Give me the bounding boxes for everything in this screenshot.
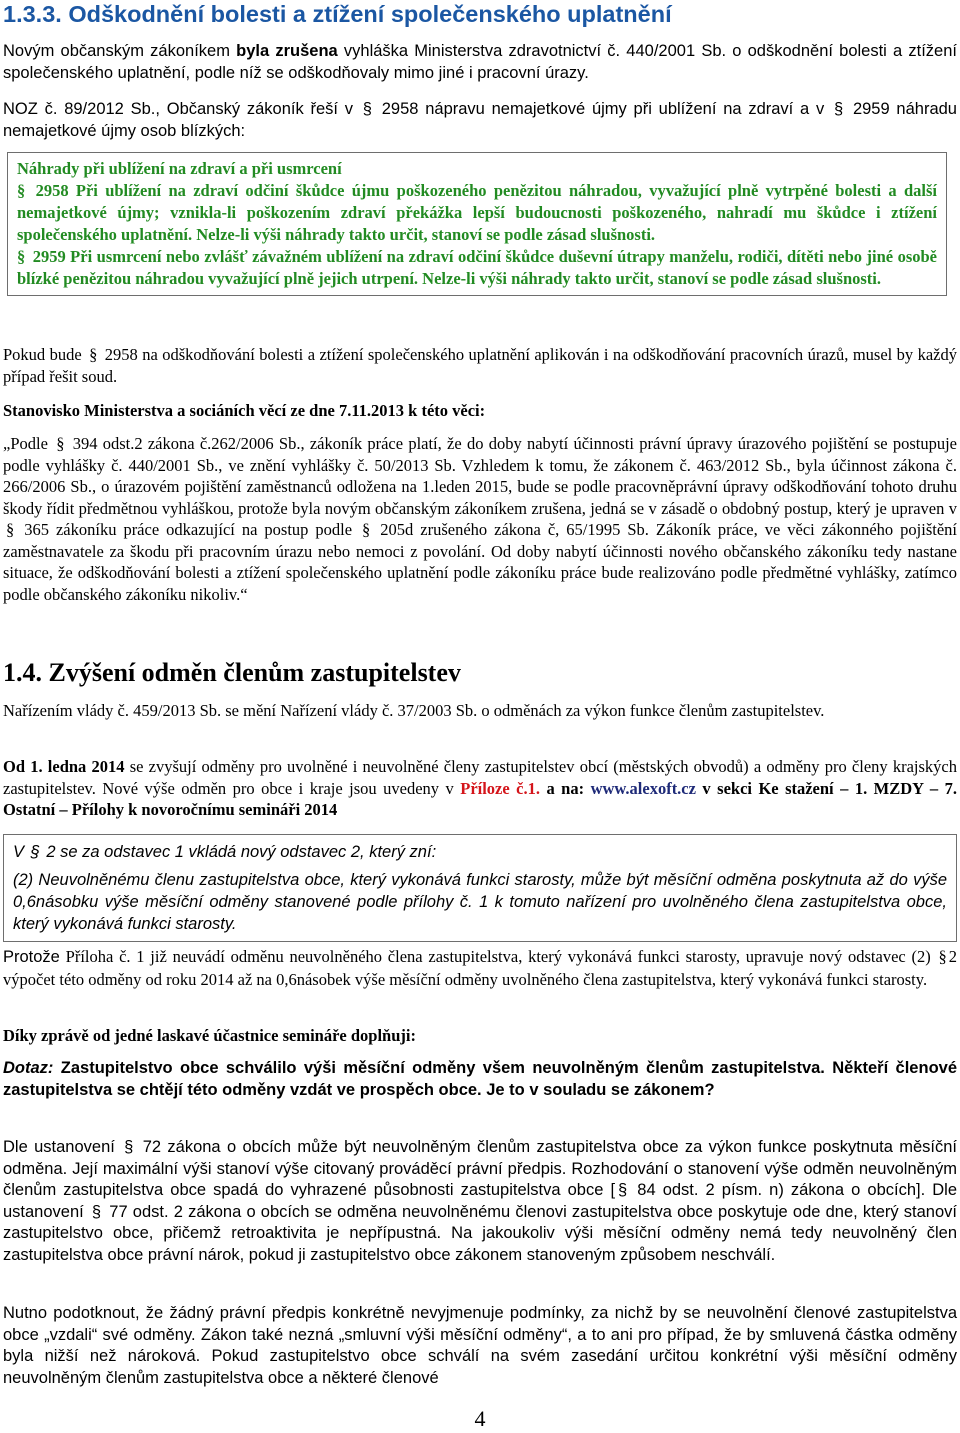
noz-text-2: 2958 nápravu nemajetkové újmy při ublížení na zdraví a v bbox=[374, 100, 831, 118]
paragraph-sign-icon: § bbox=[17, 181, 26, 200]
law-excerpt-title: Náhrady při ublížení na zdraví a při usmrcení bbox=[17, 159, 342, 178]
noz-text-3: 2959 náhradu nemajetkové újmy osob blízkých: bbox=[3, 100, 957, 140]
law-excerpt-2959-text: 2959 Při usmrcení nebo zvlášť závažném ublížení na zdraví odčiní škůdce duševní útrapy manželu, rodiči, dítěti nebo jiné osobě blízké penězitou náhradou vyvažující plně jejich utrpení. Nelze-li výši náhrady takto určit, stanoví se podle zásad slušnosti. bbox=[17, 247, 937, 288]
law-excerpt-2958-text: 2958 Při ublížení na zdraví odčiní škůdce újmu poškozeného penězitou náhradou, vyvažující plně vytrpěné bolesti a další nemajetkové újmy; vznikla-li poškozením zdraví překážka lepší budoucnosti poškozeného, nahradí mu škůdce i ztížení společenského uplatnění. Nelze-li výši náhrady takto určit, stanoví se podle zásad slušnosti. bbox=[17, 181, 937, 244]
alexoft-link[interactable]: www.alexoft.cz bbox=[590, 778, 696, 798]
answer-text-3: 84 odst. 2 písm. n) zákona o obcích]. Dle ustanovení bbox=[3, 1181, 957, 1221]
after-box-text-2: 2958 na odškodňování bolesti a ztížení společenského uplatnění aplikován i na odškodňování pracovních úrazů, musel by každý případ řešit soud. bbox=[3, 345, 958, 386]
thanks-heading-text: Díky zprávě od jedné laskavé účastnice semináře doplňuji: bbox=[3, 1026, 416, 1045]
intro-text-1: Novým občanským zákoníkem bbox=[3, 42, 237, 60]
paragraph-sign-icon: § bbox=[938, 947, 947, 966]
paragraph-sign-icon: § bbox=[362, 100, 372, 118]
law-excerpt-2959 bbox=[17, 246, 937, 290]
paragraph-sign-icon: § bbox=[30, 843, 40, 861]
paragraph-sign-icon: § bbox=[124, 1138, 134, 1156]
paragraph-sign-icon: § bbox=[618, 1181, 628, 1199]
page-number: 4 bbox=[474, 1406, 486, 1431]
law-excerpt-2958 bbox=[17, 180, 937, 246]
after-box-paragraph bbox=[3, 344, 957, 387]
quote-text-2: 394 odst.2 zákona č.262/2006 Sb., zákoník práce platí, že do doby nabytí účinnosti právní úpravy úrazového pojištění se postupuje podle vyhlášky č. 440/2001 Sb., ve znění vyhlášky č. 50/2013 Sb. Vzhledem k tomu, že zákonem č. 463/2012 Sb., byla účinnost zákona č. 266/2006 Sb., o úrazovém pojištění zaměstnanců odložena na 1.leden 2015, bude se podle pracovněprávní úpravy odškodňování tohoto druhu škody řídit předmětnou vyhláškou, protože byla novým občanským zákoníkem zrušena, jedná se v zásadě o obdobný postup, který je upraven v bbox=[3, 434, 957, 518]
increase-and-on: a na: bbox=[540, 778, 591, 798]
amendment-intro-a: V bbox=[13, 843, 29, 861]
paragraph-sign-icon: § bbox=[362, 520, 371, 539]
increase-paragraph bbox=[3, 756, 957, 821]
regulation-paragraph: Nařízením vlády č. 459/2013 Sb. se mění Nařízení vlády č. 37/2003 Sb. o odměnách za výkon funkce členům zastupitelstev. bbox=[3, 701, 825, 720]
paragraph-sign-icon: § bbox=[89, 345, 98, 364]
intro-paragraph bbox=[3, 41, 957, 84]
closing-paragraph: Nutno podotknout, že žádný právní předpis konkrétně nevyjmenuje podmínky, za nichž by se neuvolnění členové zastupitelstva obce „vzdali“ své odměny. Zákon také nezná „smluvní výši měsíční odměny“, a to ani pro případ, že by smluvená částka odměny byla nižší než nároková. Pokud zastupitelstvo obce schválí na svém zasedání určitou konkrétní výši měsíční odměny neuvolněným členům zastupitelstva obce a některé členové bbox=[3, 1304, 957, 1387]
intro-bold-text: byla zrušena bbox=[236, 42, 338, 60]
amendment-intro bbox=[13, 841, 947, 863]
increase-text: se zvyšují odměny pro uvolněné i neuvolněné členy zastupitelstev obcí (městských obvodů) a odměny pro členy krajských zastupitelstev. Nové výše odměn pro obce i kraje jsou uvedeny v bbox=[3, 757, 957, 798]
answer-text-1: Dle ustanovení bbox=[3, 1138, 122, 1156]
increase-date: Od 1. ledna 2014 bbox=[3, 757, 125, 776]
answer-text-2: 72 zákona o obcích může být neuvolněným členům zastupitelstva obce za výkon funkce poskytnuta měsíční odměna. Její maximální výši stanoví výše citovaný prováděcí právní předpis. Rozhodování o stanovení výše odměn neuvolněným členům zastupitelstva obce spadá do vyhrazené působnosti zastupitelstva obce [ bbox=[3, 1138, 957, 1199]
quote-text-1: „Podle bbox=[3, 434, 54, 453]
paragraph-sign-icon: § bbox=[91, 1202, 102, 1221]
section-heading-1-4: 1.4. Zvýšení odměn členům zastupitelstev bbox=[3, 658, 461, 687]
after-box-text-1: Pokud bude bbox=[3, 345, 87, 364]
ministry-quote-paragraph bbox=[3, 433, 957, 605]
question-paragraph bbox=[3, 1058, 957, 1101]
question-text: Zastupitelstvo obce schválilo výši měsíční odměny všem neuvolněným členům zastupitelstva. Někteří členové zastupitelstva se chtějí této odměny vzdát ve prospěch obce. Je to v souladu se zákonem? bbox=[3, 1059, 957, 1099]
noz-paragraph bbox=[3, 99, 957, 142]
amendment-intro-b: 2 se za odstavec 1 vkládá nový odstavec 2, který zní: bbox=[41, 843, 437, 861]
answer-paragraph bbox=[3, 1137, 957, 1266]
section-heading-1-3-3: 1.3.3. Odškodnění bolesti a ztížení společenského uplatnění bbox=[3, 1, 672, 27]
answer-text-4: 77 odst. 2 zákona o obcích se odměna neuvolněnému členovi zastupitelstva obce poskytuje ode dne, který stanoví zastupitelstvo obce, přičemž retroaktivita je nepřípustná. Na jakoukoliv výši měsíční odměny nemá tedy neuvolněný člen zastupitelstva obce právní nárok, pokud ji zastupitelstvo obce zákonem stanoveným způsobem neschválí. bbox=[3, 1202, 957, 1264]
intro-text-2: vyhláška Ministerstva zdravotnictví č. 440/2001 Sb. o odškodnění bolesti a ztížení společenského uplatnění, podle níž se odškodňovaly mimo jiné i pracovní úrazy. bbox=[3, 42, 957, 82]
paragraph-sign-icon: § bbox=[56, 434, 65, 453]
download-section-path: v sekci Ke stažení – 1. MZDY – 7. Ostatní – Přílohy k novoročnímu semináři 2014 bbox=[3, 778, 958, 819]
paragraph-sign-icon: § bbox=[834, 100, 844, 118]
attachment-reference: Příloze č.1. bbox=[460, 778, 540, 798]
explanation-text-2: 2 výpočet této odměny od roku 2014 až na 0,6násobek výše měsíční odměny uvolněného člena zastupitelstva, který vykonává funkci starosty. bbox=[3, 947, 957, 989]
paragraph-sign-icon: § bbox=[17, 247, 26, 266]
quote-text-4: 205d zrušeného zákona č, 65/1995 Sb. Zákoník práce, ve věci zákonného pojištění zaměstnavatele za škodu při pracovním úrazu nebo nemoci z povolání. Od doby nabytí účinnosti nového občanského zákoníku tedy nastane situace, že odškodňování bolesti a ztížení společenského uplatnění podle zákoníku práce bude realizováno podle předmětné vyhlášky, zatímco podle občanského zákoníku nikoliv.“ bbox=[3, 520, 958, 604]
quote-text-3: 365 zákoníku práce odkazující na postup podle bbox=[17, 520, 360, 539]
amendment-paragraph-2: (2) Neuvolněnému členu zastupitelstva obce, který vykonává funkci starosty, může být měsíční odměna poskytnuta až do výše 0,6násobku výše měsíční odměny stanovené podle přílohy č. 1 k tomuto nařízení pro uvolněného člena zastupitelstva obce, který vykonává funkci starosty. bbox=[13, 871, 947, 933]
ministry-statement-heading-text: Stanovisko Ministerstva a sociáních věcí ze dne 7.11.2013 k této věci: bbox=[3, 401, 486, 420]
ministry-statement-heading bbox=[3, 400, 957, 422]
explanation-paragraph bbox=[3, 946, 957, 990]
thanks-heading bbox=[3, 1025, 957, 1047]
explanation-text-1: Příloha č. 1 již neuvádí odměnu neuvolněného člena zastupitelstva, který vykonává funkci starosty, upravuje nový odstavec (2) bbox=[59, 947, 937, 966]
noz-text-1: NOZ č. 89/2012 Sb., Občanský zákoník řeší v bbox=[3, 100, 360, 118]
regulation-amendment-box bbox=[3, 834, 957, 942]
question-label: Dotaz: bbox=[3, 1059, 54, 1077]
paragraph-sign-icon: § bbox=[6, 520, 15, 539]
law-excerpt-box bbox=[7, 152, 947, 296]
explanation-lead: Protože bbox=[3, 948, 60, 966]
